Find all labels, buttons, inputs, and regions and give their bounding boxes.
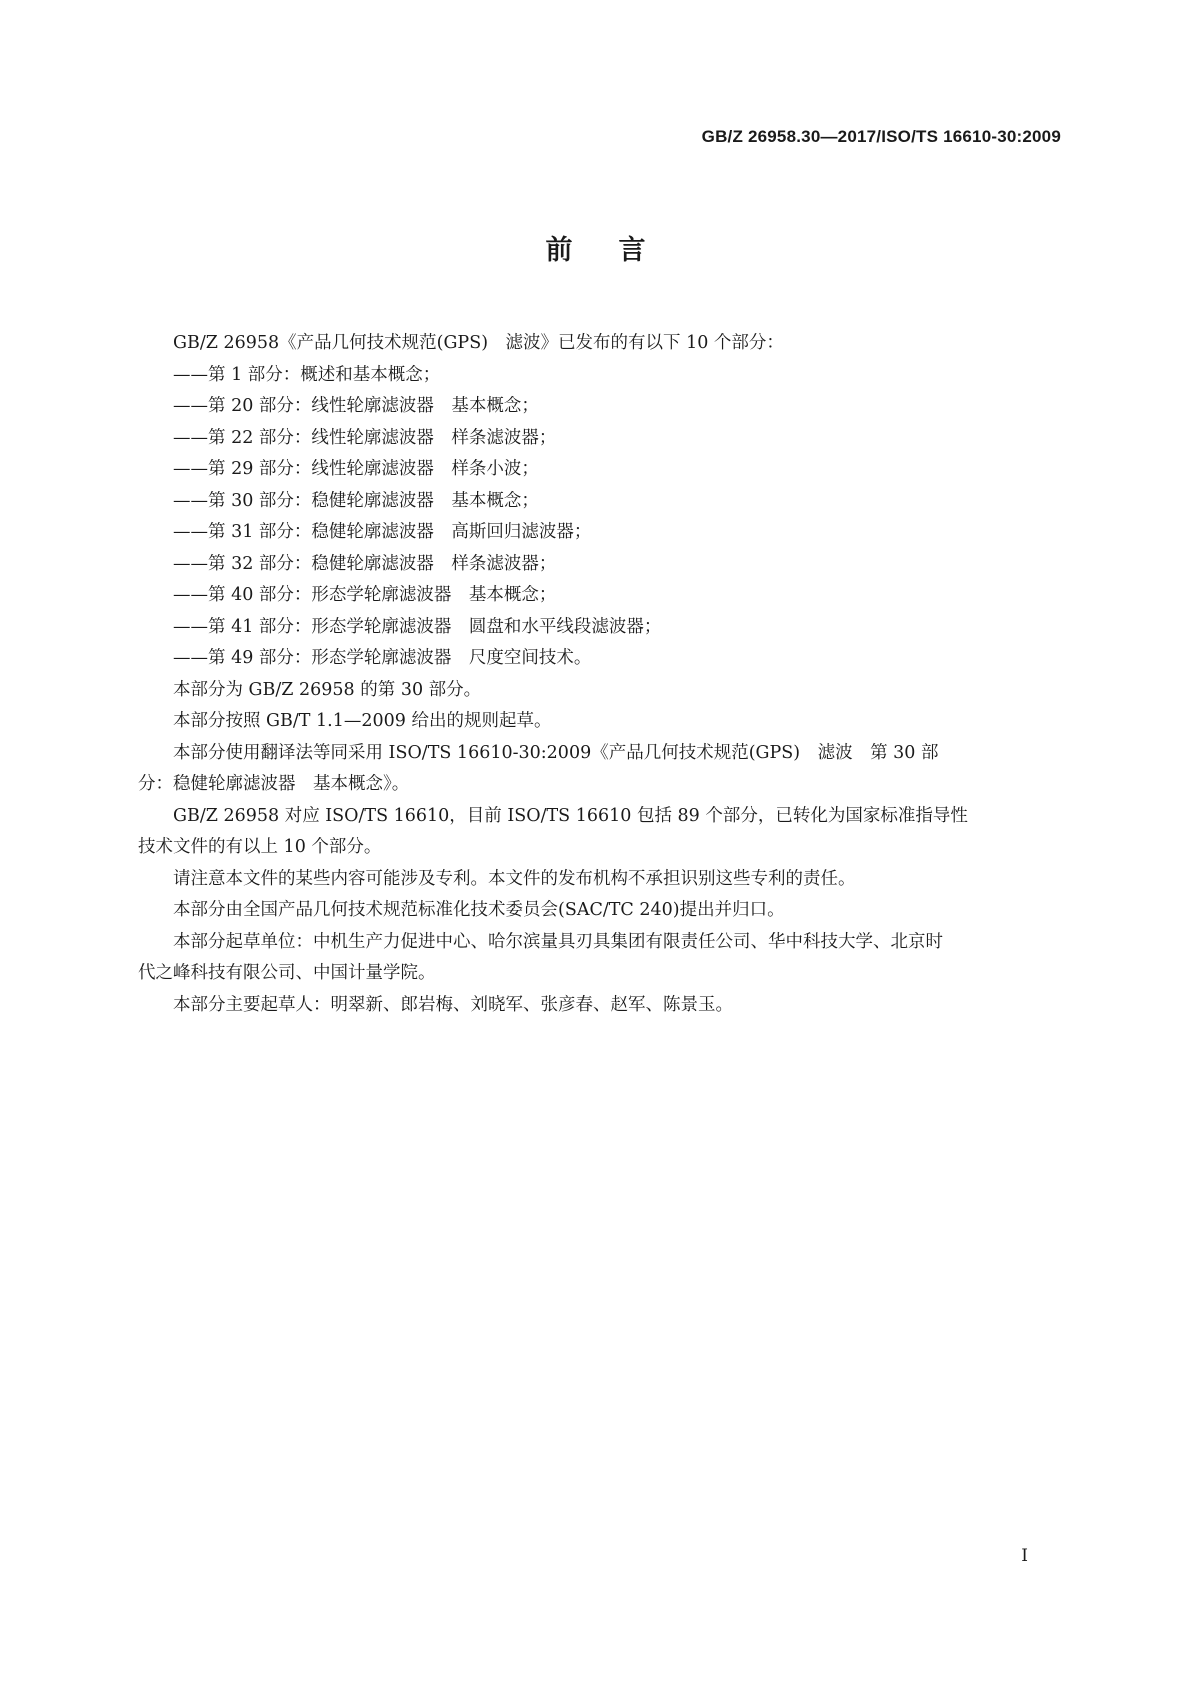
page-title: 前言 bbox=[545, 235, 692, 266]
list-item-part-41: ——第 41 部分：形态学轮廓滤波器 圆盘和水平线段滤波器； bbox=[173, 616, 662, 637]
list-item-part-31: ——第 31 部分：稳健轮廓滤波器 高斯回归滤波器； bbox=[173, 522, 592, 542]
list-item-part-40: ——第 40 部分：形态学轮廓滤波器 基本概念； bbox=[173, 585, 557, 605]
paragraph-correspondence-cont: 技术文件的有以上 10 个部分。 bbox=[138, 837, 382, 857]
paragraph-drafting-units: 本部分起草单位：中机生产力促进中心、哈尔滨量具刃具集团有限责任公司、华中科技大学、北京时 bbox=[173, 931, 943, 952]
list-item-part-22: ——第 22 部分：线性轮廓滤波器 样条滤波器； bbox=[173, 427, 557, 448]
paragraph-drafting-rules: 本部分按照 GB/T 1.1—2009 给出的规则起草。 bbox=[173, 711, 552, 731]
paragraph-translation-method: 本部分使用翻译法等同采用 ISO/TS 16610-30:2009《产品几何技术规范(GPS) 滤波 第 30 部 bbox=[173, 742, 939, 763]
paragraph-correspondence: GB/Z 26958 对应 ISO/TS 16610，目前 ISO/TS 16610 包括 89 个部分，已转化为国家标准指导性 bbox=[173, 805, 968, 826]
standard-number-header: GB/Z 26958.30—2017/ISO/TS 16610-30:2009 bbox=[701, 127, 1061, 146]
paragraph-drafters: 本部分主要起草人：明翠新、郎岩梅、刘晓军、张彦春、赵军、陈景玉。 bbox=[173, 994, 733, 1015]
paragraph-drafting-units-cont: 代之峰科技有限公司、中国计量学院。 bbox=[138, 963, 436, 983]
paragraph-part-statement: 本部分为 GB/Z 26958 的第 30 部分。 bbox=[173, 679, 482, 700]
list-item-part-49: ——第 49 部分：形态学轮廓滤波器 尺度空间技术。 bbox=[173, 648, 592, 668]
paragraph-proposer: 本部分由全国产品几何技术规范标准化技术委员会(SAC/TC 240)提出并归口。 bbox=[173, 900, 785, 920]
page-number: I bbox=[1021, 1546, 1028, 1566]
list-item-part-1: ——第 1 部分：概述和基本概念； bbox=[173, 364, 441, 385]
foreword-body bbox=[138, 328, 1053, 1021]
paragraph-patent-notice: 请注意本文件的某些内容可能涉及专利。本文件的发布机构不承担识别这些专利的责任。 bbox=[173, 868, 856, 889]
list-item-part-32: ——第 32 部分：稳健轮廓滤波器 样条滤波器； bbox=[173, 553, 557, 574]
list-item-part-20: ——第 20 部分：线性轮廓滤波器 基本概念； bbox=[173, 396, 539, 416]
list-item-part-29: ——第 29 部分：线性轮廓滤波器 样条小波； bbox=[173, 459, 539, 479]
paragraph-translation-method-cont: 分：稳健轮廓滤波器 基本概念》。 bbox=[138, 774, 410, 794]
paragraph-intro: GB/Z 26958《产品几何技术规范(GPS) 滤波》已发布的有以下 10 个部分： bbox=[173, 333, 784, 353]
list-item-part-30: ——第 30 部分：稳健轮廓滤波器 基本概念； bbox=[173, 490, 539, 511]
